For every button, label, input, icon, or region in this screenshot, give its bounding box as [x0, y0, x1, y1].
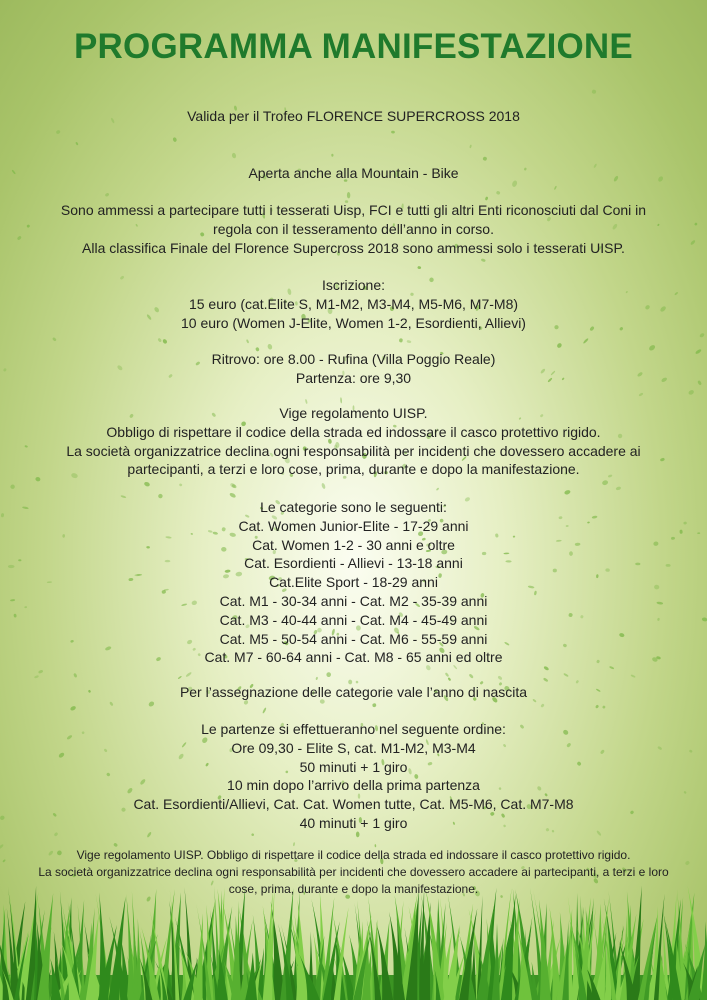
background-dot: [172, 137, 177, 143]
background-dot: [109, 701, 114, 706]
category-line: Cat. Women 1-2 - 30 anni e oltre: [252, 536, 455, 553]
background-dot: [406, 340, 411, 344]
background-dot: [683, 791, 687, 794]
background-dot: [251, 833, 254, 836]
category-line: Cat. Women Junior-Elite - 17-29 anni: [238, 517, 469, 534]
birth-year-line: Per l’assegnazione delle categorie vale l’anno di nascita: [179, 684, 528, 700]
category-line: Cat. M3 - 40-44 anni - Cat. M4 - 45-49 anni: [219, 611, 488, 628]
registration-heading: Iscrizione:: [321, 277, 386, 293]
background-dot: [695, 349, 702, 355]
background-dot: [178, 676, 182, 680]
background-dot: [34, 675, 39, 679]
background-dot: [564, 489, 571, 495]
validity-line: Valida per il Trofeo FLORENCE SUPERCROSS 2018: [187, 108, 520, 124]
background-dot: [445, 672, 450, 677]
background-dot: [595, 704, 599, 708]
background-dot: [13, 613, 16, 617]
background-dot: [326, 672, 331, 678]
background-dot: [688, 389, 695, 395]
starts-section: [30, 720, 677, 833]
background-dot: [185, 671, 192, 677]
background-dot: [105, 192, 110, 197]
category-line: Cat. Esordienti - Allievi - 13-18 anni: [244, 555, 463, 572]
background-dot: [231, 152, 236, 158]
background-dot: [699, 332, 705, 338]
background-dot: [391, 131, 395, 134]
background-dot: [591, 89, 596, 94]
background-dot: [694, 222, 698, 226]
background-dot: [679, 529, 682, 533]
background-dot: [340, 397, 342, 403]
background-dot: [685, 860, 691, 866]
background-dot: [543, 677, 549, 682]
background-dot: [162, 338, 168, 344]
background-dot: [372, 703, 376, 707]
background-dot: [497, 675, 502, 680]
background-dot: [697, 380, 702, 386]
background-dot: [70, 705, 77, 711]
background-dot: [144, 481, 151, 487]
start-line: Cat. Esordienti/Allievi, Cat. Cat. Women tutte, Cat. M5-M6, Cat. M7-M8: [133, 796, 574, 813]
start-time-line: Partenza: ore 9,30: [295, 369, 412, 386]
background-dot: [469, 144, 472, 148]
background-dot: [73, 673, 77, 678]
background-dot: [56, 129, 61, 134]
background-dot: [556, 342, 562, 349]
validity-text: [30, 107, 677, 126]
meeting-line: Ritrovo: ore 8.00 - Rufina (Villa Poggio Reale): [211, 351, 496, 367]
category-line: Cat.Elite Sport - 18-29 anni: [269, 574, 438, 591]
background-dot: [482, 156, 487, 161]
background-dot: [347, 192, 351, 198]
background-dot: [417, 266, 421, 269]
background-dot: [17, 235, 22, 240]
background-dot: [0, 815, 5, 821]
admission-line: regola con il tesseramento dell’anno in corso.: [213, 220, 494, 237]
background-dot: [697, 532, 700, 534]
background-dot: [481, 258, 486, 262]
birth-year-text: [30, 683, 677, 702]
background-dot: [540, 703, 545, 708]
footer-notice: [30, 847, 677, 897]
registration-section: [30, 276, 677, 332]
background-dot: [683, 522, 687, 525]
background-dot: [75, 142, 78, 146]
background-dot: [8, 565, 15, 568]
rules-line: La società organizzatrice declina ogni responsabilità per incidenti che dovessero accadere ai: [66, 442, 641, 459]
background-dot: [689, 749, 693, 753]
start-line: 50 minuti + 1 giro: [299, 758, 408, 775]
background-dot: [690, 239, 696, 245]
background-dot: [22, 506, 29, 509]
category-line: Cat. M1 - 30-34 anni - Cat. M2 - 35-39 anni: [219, 592, 488, 609]
background-dot: [24, 445, 28, 448]
start-line: 40 minuti + 1 giro: [299, 814, 408, 831]
category-line: Cat. M7 - 60-64 anni - Cat. M8 - 65 anni ed oltre: [204, 649, 503, 666]
background-dot: [38, 670, 43, 674]
starts-heading: Le partenze si effettueranno nel seguente ordine:: [201, 721, 506, 737]
background-dot: [18, 559, 21, 561]
footer-line: Vige regolamento UISP. Obbligo di rispettare il codice della strada ed indossare il casco protettivo rigido.: [76, 848, 631, 862]
rules-line: Vige regolamento UISP.: [279, 405, 428, 421]
meeting-section: [30, 350, 677, 388]
background-dot: [630, 674, 635, 678]
category-line: Cat. M5 - 50-54 anni - Cat. M6 - 55-59 anni: [219, 630, 488, 647]
background-dot: [157, 338, 162, 343]
rules-section: [30, 404, 677, 479]
background-dot: [615, 486, 621, 491]
background-dot: [3, 368, 7, 372]
background-dot: [246, 339, 249, 343]
admission-section: [30, 201, 677, 257]
background-dot: [1, 513, 5, 518]
footer-line: cose, prima, durante e dopo la manifestazione.: [228, 881, 479, 896]
rules-line: Obbligo di rispettare il codice della strada ed indossare il casco protettivo rigido.: [106, 423, 601, 440]
background-dot: [447, 677, 451, 681]
grass-blade: [99, 892, 108, 1000]
start-line: Ore 09,30 - Elite S, cat. M1-M2, M3-M4: [231, 739, 476, 756]
background-dot: [496, 191, 501, 195]
background-dot: [11, 169, 16, 174]
rules-line: partecipanti, a terzi e loro cose, prima, durante e dopo la manifestazione.: [127, 461, 580, 478]
background-dot: [2, 859, 6, 863]
background-dot: [602, 705, 606, 709]
background-dot: [321, 483, 326, 490]
background-dot: [10, 599, 15, 602]
background-dot: [602, 480, 609, 486]
background-dot: [638, 392, 643, 396]
background-dot: [331, 154, 333, 157]
background-dot: [24, 606, 27, 608]
background-dot: [583, 338, 589, 344]
background-dot: [10, 484, 15, 489]
page-title: PROGRAMMA MANIFESTAZIONE: [74, 27, 633, 66]
start-line: 10 min dopo l’arrivo della prima partenza: [227, 777, 480, 794]
background-dot: [702, 617, 707, 622]
categories-heading: Le categorie sono le seguenti:: [260, 499, 447, 515]
background-dot: [399, 338, 403, 343]
admission-line: Sono ammessi a partecipare tutti i tesserati Uisp, FCI e tutti gli altri Enti riconosciuti dal Coni in: [60, 202, 647, 218]
registration-line: 15 euro (cat.Elite S, M1-M2, M3-M4, M5-M6, M7-M8): [188, 295, 519, 312]
background-dot: [563, 673, 569, 677]
background-dot: [436, 487, 440, 490]
background-dot: [468, 673, 473, 679]
background-dot: [0, 844, 4, 850]
categories-section: [30, 498, 677, 667]
background-dot: [293, 842, 296, 846]
footer-line: La società organizzatrice declina ogni responsabilità per incidenti che dovessero accadere ai partecipanti, a terzi e loro: [38, 864, 669, 879]
grass-decoration: [0, 880, 707, 1000]
background-dot: [315, 677, 318, 681]
background-dot: [179, 483, 183, 487]
registration-line: 10 euro (Women J-Elite, Women 1-2, Esordienti, Allievi): [181, 314, 526, 331]
background-dot: [554, 186, 557, 190]
mtb-line: Aperta anche alla Mountain - Bike: [248, 165, 459, 181]
admission-line: Alla classifica Finale del Florence Supercross 2018 sono ammessi solo i tesserati UISP.: [82, 239, 625, 256]
background-dot: [52, 337, 57, 342]
mtb-text: [30, 164, 677, 183]
background-dot: [262, 707, 267, 714]
